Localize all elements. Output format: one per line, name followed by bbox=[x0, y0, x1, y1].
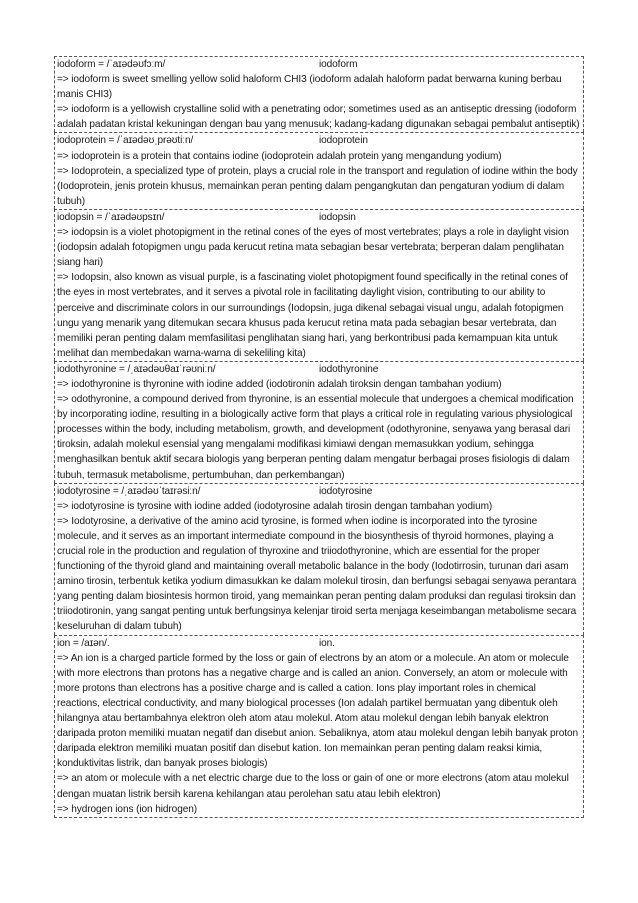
pronunciation: ion = /aɪən/. bbox=[57, 637, 110, 649]
entry-header bbox=[57, 636, 581, 651]
entry-header bbox=[57, 57, 581, 72]
definition-line: => Iodopsin, also known as visual purple, is a fascinating violet photopigment found specifically in the retinal cones of the eyes in most vertebrates, and it serves a pivotal role in facilitating daylight vision, contributing to our ability to perceive and discriminate colors in our surroundings (Iodopsin, juga dikenal sebagai visual ungu, adalah fotopigmen ungu yang menarik yang ditemukan secara khusus pada kerucut retina mata pada sebagian besar vertebrata, dan memiliki peran penting dalam memfasilitasi penglihatan siang hari, yang berkontribusi pada kemampuan kita untuk melihat dan membedakan warna-warna di sekeliling kita) bbox=[57, 272, 568, 359]
headword: iodoform bbox=[319, 59, 358, 70]
definition-line: => iodoprotein is a protein that contains iodine (iodoprotein adalah protein yang mengandung yodium) bbox=[57, 150, 502, 162]
entry-iodothyronine bbox=[54, 361, 584, 483]
definition-line: => an atom or molecule with a net electric charge due to the loss or gain of one or more electrons (atom atau molekul dengan muatan listrik bersih karena kehilangan atau perolehan satu atau lebih elektron) bbox=[57, 773, 569, 800]
entry-header bbox=[57, 133, 581, 148]
definition-line: => iodotyrosine is tyrosine with iodine added (iodotyrosine adalah tirosin dengan tambahan yodium) bbox=[57, 500, 493, 512]
definition-line: => odothyronine, a compound derived from thyronine, is an essential molecule that undergoes a chemical modification by incorporating iodine, resulting in a biologically active form that plays a critical role in regulating various physiological processes within the body, including metabolism, growth, and development (odothyronine, senyawa yang berasal dari tiroksin, adalah molekul esensial yang mengalami modifikasi kimiawi dengan memasukkan yodium, sehingga menghasilkan bentuk aktif secara biologis yang berperan penting dalam mengatur berbagai proses fisiologis di dalam tubuh, termasuk metabolisme, pertumbuhan, dan perkembangan) bbox=[57, 394, 574, 481]
headword: iodoprotein bbox=[319, 135, 368, 147]
pronunciation: iodotyrosine = /ˌaɪədəʊˈtaɪrəsiːn/ bbox=[57, 485, 201, 497]
definition-line: => Iodotyrosine, a derivative of the amino acid tyrosine, is formed when iodine is incorporated into the tyrosine molecule, and it serves as an important intermediate compound in the biosynthesis of thyroid hormones, playing a crucial role in the production and regulation of thyroxine and triiodothyronine, which are essential for the proper functioning of the thyroid gland and maintaining overall metabolic balance in the body (Iodotirrosin, turunan dari asam amino tirosin, terbentuk ketika yodium dimasukkan ke dalam molekul tirosin, dan berfungsi sebagai senyawa perantara yang penting dalam biosintesis hormon tiroid, yang memainkan peran penting dalam produksi dan regulasi tiroksin dan triiodotironin, yang sangat penting untuk berfungsinya kelenjar tiroid serta menjaga keseimbangan metabolisme secara keseluruhan di dalam tubuh) bbox=[57, 515, 577, 633]
pronunciation: iodothyronine = /ˌaɪədəʊθaɪˈrəʊniːn/ bbox=[57, 363, 216, 375]
headword: iodopsin bbox=[319, 211, 356, 223]
entry-header bbox=[57, 362, 581, 377]
definition-line: => hydrogen ions (ion hidrogen) bbox=[57, 803, 197, 815]
definition-line: => iodoform is sweet smelling yellow solid haloform CHI3 (iodoform adalah haloform padat berwarna kuning berbau manis CHI3) bbox=[57, 74, 562, 101]
definition-line: => An ion is a charged particle formed by the loss or gain of electrons by an atom or a molecule. An atom or molecule with more electrons than protons has a negative charge and is called an anion. Conversely, an atom or molecule with more protons than electrons has a positive charge and is called a cation. Ions play important roles in chemical reactions, electrical conductivity, and many biological processes (Ion adalah partikel bermuatan yang dibentuk oleh hilangnya atau bertambahnya elektron oleh atom atau molekul. Atom atau molekul dengan lebih banyak elektron daripada proton memiliki muatan negatif dan disebut anion. Sebaliknya, atom atau molekul dengan lebih banyak proton daripada elektron memiliki muatan positif dan disebut kation. Ion memainkan peran penting dalam reaksi kimia, konduktivitas listrik, dan banyak proses biologis) bbox=[57, 652, 579, 770]
entry-header bbox=[57, 210, 581, 225]
pronunciation: iodoprotein = /ˈaɪədəʊˌprəʊtiːn/ bbox=[57, 135, 194, 147]
entry-iodoform bbox=[54, 56, 584, 132]
headword: ion. bbox=[319, 637, 335, 649]
headword: iodotyrosine bbox=[319, 485, 373, 497]
entry-header bbox=[57, 484, 581, 499]
definition-line: => iodopsin is a violet photopigment in the retinal cones of the eyes of most vertebrates; plays a role in daylight vision (iodopsin adalah fotopigmen ungu pada kerucut retina mata sebagian besar vertebrata; berperan dalam penglihatan siang hari) bbox=[57, 227, 569, 269]
headword: iodothyronine bbox=[319, 363, 379, 375]
pronunciation: iodopsin = /ˈaɪədəʊpsɪn/ bbox=[57, 211, 165, 223]
definition-line: => iodothyronine is thyronine with iodine added (iodotironin adalah tiroksin dengan tambahan yodium) bbox=[57, 378, 502, 390]
entry-iodotyrosine bbox=[54, 483, 584, 635]
entry-iodoprotein bbox=[54, 132, 584, 208]
pronunciation: iodoform = /ˈaɪədəʊfɔːm/ bbox=[57, 59, 166, 70]
dictionary-page bbox=[54, 56, 584, 818]
entry-iodopsin bbox=[54, 209, 584, 361]
definition-line: => Iodoprotein, a specialized type of protein, plays a crucial role in the transport and regulation of iodine within the body (Iodoprotein, jenis protein khusus, memainkan peran penting dalam pengangkutan dan pengaturan yodium di dalam tubuh) bbox=[57, 165, 578, 207]
definition-line: => iodoform is a yellowish crystalline solid with a penetrating odor; sometimes used as an antiseptic dressing (iodoform adalah padatan kristal kekuningan dengan bau yang menusuk; kadang-kadang digunakan sebagai pembalut antiseptik) bbox=[57, 104, 580, 131]
entry-ion bbox=[54, 635, 584, 818]
